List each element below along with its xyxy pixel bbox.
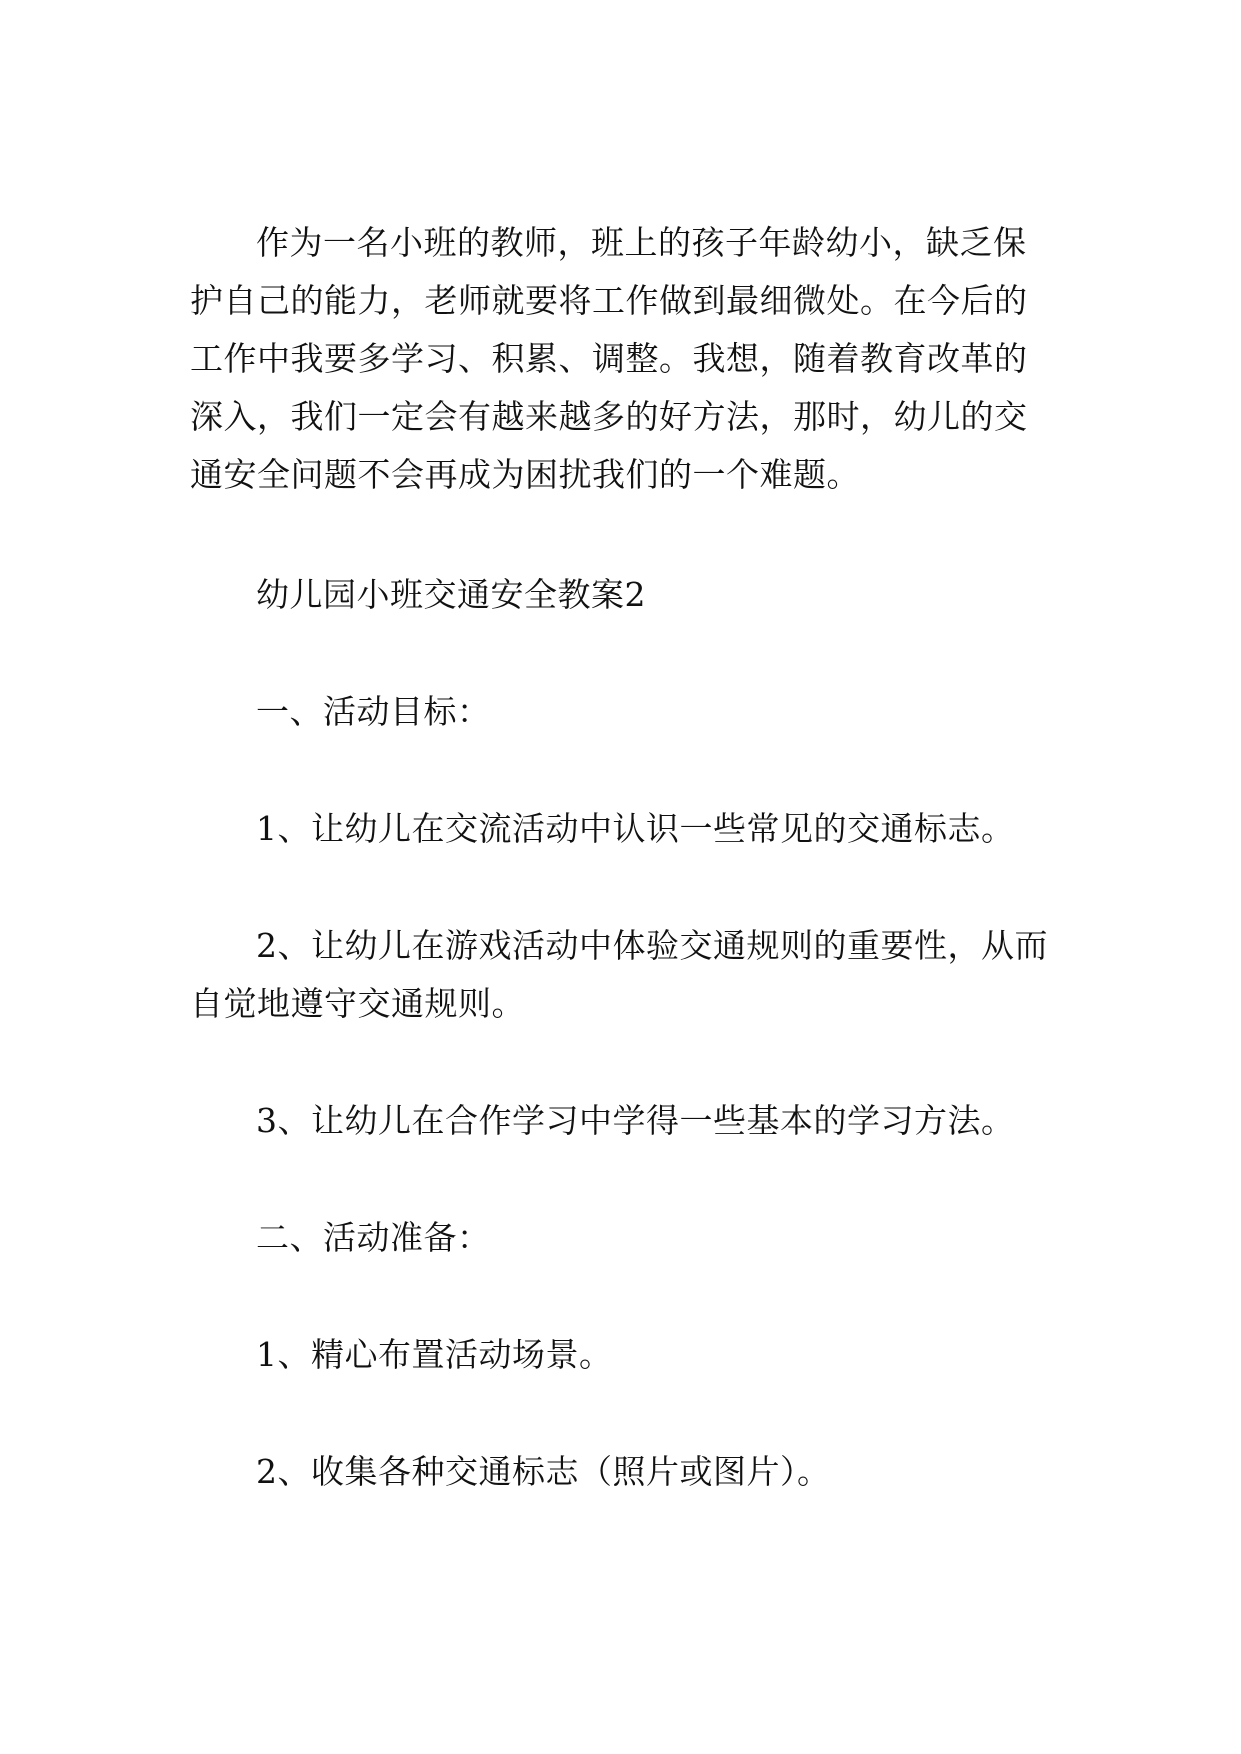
goal-item-3: 3、让幼儿在合作学习中学得一些基本的学习方法。 <box>256 1101 1015 1140</box>
body-paragraph: 作为一名小班的教师，班上的孩子年龄幼小，缺乏保护自己的能力，老师就要将工作做到最细微处。在今后的工作中我要多学习、积累、调整。我想，随着教育改革的深入，我们一定会有越来越多的好方法，那时，幼儿的交通安全问题不会再成为困扰我们的一个难题。 <box>190 223 1028 494</box>
goal-item-2: 2、让幼儿在游戏活动中体验交通规则的重要性，从而自觉地遵守交通规则。 <box>190 926 1048 1023</box>
preparation-item-1: 1、精心布置活动场景。 <box>256 1335 613 1374</box>
heading-activity-preparation: 二、活动准备： <box>256 1218 491 1257</box>
section-title: 幼儿园小班交通安全教案2 <box>256 575 646 614</box>
heading-activity-goals: 一、活动目标： <box>256 692 491 731</box>
goal-item-1: 1、让幼儿在交流活动中认识一些常见的交通标志。 <box>256 809 1015 848</box>
preparation-item-2: 2、收集各种交通标志（照片或图片）。 <box>256 1452 831 1491</box>
